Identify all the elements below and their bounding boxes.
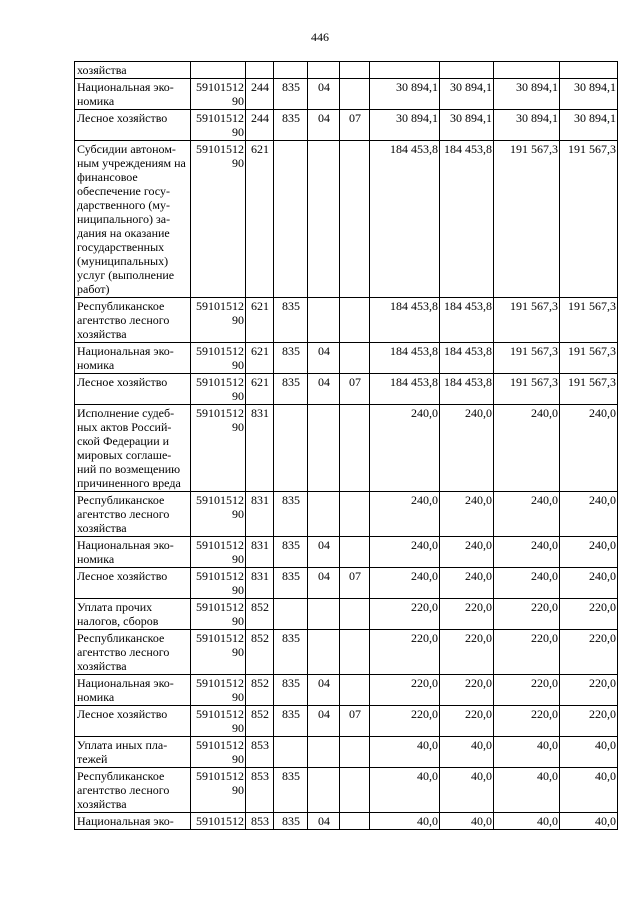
amount-2-cell: 184 453,8 bbox=[440, 374, 494, 405]
expense-type-cell: 621 bbox=[246, 141, 274, 298]
page-number: 446 bbox=[311, 30, 329, 44]
target-article-cell: 5910151290 bbox=[191, 298, 246, 343]
expense-type-cell: 831 bbox=[246, 492, 274, 537]
row-name-cell: Субсидии автоном-ным учреждениям на финансовое обеспечение госу-дарственного (му-ниципального) за-дания на оказание государственных (муниципальных) услуг (выполнение работ) bbox=[75, 141, 191, 298]
amount-2-cell: 184 453,8 bbox=[440, 141, 494, 298]
admin-code-cell: 835 bbox=[274, 374, 308, 405]
subsection-cell: 07 bbox=[340, 568, 370, 599]
target-article-cell: 5910151290 bbox=[191, 537, 246, 568]
subsection-cell bbox=[340, 813, 370, 830]
amount-4-cell: 40,0 bbox=[560, 737, 618, 768]
expense-type-cell: 852 bbox=[246, 630, 274, 675]
row-name-cell: Уплата иных пла-тежей bbox=[75, 737, 191, 768]
amount-3-cell: 220,0 bbox=[494, 706, 560, 737]
admin-code-cell bbox=[274, 62, 308, 79]
admin-code-cell: 835 bbox=[274, 706, 308, 737]
amount-1-cell: 184 453,8 bbox=[370, 343, 440, 374]
subsection-cell bbox=[340, 79, 370, 110]
expense-type-cell: 852 bbox=[246, 599, 274, 630]
amount-3-cell: 40,0 bbox=[494, 813, 560, 830]
table-row bbox=[75, 492, 618, 537]
amount-3-cell: 191 567,3 bbox=[494, 343, 560, 374]
row-name-cell: Лесное хозяйство bbox=[75, 374, 191, 405]
admin-code-cell bbox=[274, 405, 308, 492]
amount-1-cell: 184 453,8 bbox=[370, 141, 440, 298]
section-cell bbox=[308, 62, 340, 79]
amount-4-cell: 191 567,3 bbox=[560, 298, 618, 343]
expense-type-cell: 621 bbox=[246, 374, 274, 405]
amount-1-cell bbox=[370, 62, 440, 79]
table-row bbox=[75, 298, 618, 343]
expense-type-cell: 831 bbox=[246, 537, 274, 568]
amount-1-cell: 220,0 bbox=[370, 675, 440, 706]
target-article-cell: 5910151290 bbox=[191, 141, 246, 298]
amount-2-cell: 30 894,1 bbox=[440, 79, 494, 110]
section-cell bbox=[308, 141, 340, 298]
table-row bbox=[75, 343, 618, 374]
row-name-cell: Лесное хозяйство bbox=[75, 110, 191, 141]
subsection-cell bbox=[340, 737, 370, 768]
amount-4-cell: 220,0 bbox=[560, 630, 618, 675]
amount-2-cell: 184 453,8 bbox=[440, 298, 494, 343]
amount-1-cell: 240,0 bbox=[370, 405, 440, 492]
budget-table bbox=[74, 61, 618, 830]
amount-3-cell: 191 567,3 bbox=[494, 141, 560, 298]
section-cell: 04 bbox=[308, 813, 340, 830]
target-article-cell: 5910151290 bbox=[191, 374, 246, 405]
expense-type-cell: 853 bbox=[246, 813, 274, 830]
subsection-cell bbox=[340, 298, 370, 343]
table-row bbox=[75, 537, 618, 568]
row-name-cell: Национальная эко-номика bbox=[75, 537, 191, 568]
row-name-cell: Национальная эко- bbox=[75, 813, 191, 830]
row-name-cell: хозяйства bbox=[75, 62, 191, 79]
expense-type-cell bbox=[246, 62, 274, 79]
section-cell bbox=[308, 737, 340, 768]
amount-1-cell: 184 453,8 bbox=[370, 374, 440, 405]
section-cell: 04 bbox=[308, 110, 340, 141]
expense-type-cell: 621 bbox=[246, 298, 274, 343]
row-name-cell: Национальная эко-номика bbox=[75, 675, 191, 706]
amount-2-cell: 240,0 bbox=[440, 568, 494, 599]
target-article-cell: 5910151290 bbox=[191, 768, 246, 813]
row-name-cell: Республиканское агентство лесного хозяйства bbox=[75, 630, 191, 675]
amount-1-cell: 184 453,8 bbox=[370, 298, 440, 343]
amount-4-cell: 240,0 bbox=[560, 492, 618, 537]
table-row bbox=[75, 405, 618, 492]
admin-code-cell: 835 bbox=[274, 110, 308, 141]
subsection-cell: 07 bbox=[340, 706, 370, 737]
subsection-cell bbox=[340, 675, 370, 706]
target-article-cell: 5910151290 bbox=[191, 110, 246, 141]
amount-3-cell: 30 894,1 bbox=[494, 110, 560, 141]
section-cell bbox=[308, 630, 340, 675]
subsection-cell: 07 bbox=[340, 374, 370, 405]
amount-2-cell: 220,0 bbox=[440, 706, 494, 737]
admin-code-cell: 835 bbox=[274, 298, 308, 343]
subsection-cell bbox=[340, 141, 370, 298]
expense-type-cell: 244 bbox=[246, 110, 274, 141]
target-article-cell: 5910151290 bbox=[191, 737, 246, 768]
amount-4-cell: 191 567,3 bbox=[560, 374, 618, 405]
row-name-cell: Национальная эко-номика bbox=[75, 79, 191, 110]
amount-4-cell: 40,0 bbox=[560, 768, 618, 813]
amount-3-cell: 191 567,3 bbox=[494, 374, 560, 405]
subsection-cell bbox=[340, 343, 370, 374]
amount-1-cell: 40,0 bbox=[370, 737, 440, 768]
amount-3-cell bbox=[494, 62, 560, 79]
amount-3-cell: 240,0 bbox=[494, 405, 560, 492]
subsection-cell bbox=[340, 599, 370, 630]
subsection-cell: 07 bbox=[340, 110, 370, 141]
target-article-cell: 5910151290 bbox=[191, 343, 246, 374]
expense-type-cell: 831 bbox=[246, 405, 274, 492]
table-row bbox=[75, 110, 618, 141]
expense-type-cell: 831 bbox=[246, 568, 274, 599]
target-article-cell: 5910151290 bbox=[191, 706, 246, 737]
amount-1-cell: 30 894,1 bbox=[370, 79, 440, 110]
row-name-cell: Лесное хозяйство bbox=[75, 706, 191, 737]
amount-2-cell: 240,0 bbox=[440, 537, 494, 568]
amount-4-cell: 220,0 bbox=[560, 599, 618, 630]
amount-3-cell: 40,0 bbox=[494, 737, 560, 768]
section-cell bbox=[308, 405, 340, 492]
amount-4-cell: 220,0 bbox=[560, 675, 618, 706]
amount-4-cell: 220,0 bbox=[560, 706, 618, 737]
admin-code-cell: 835 bbox=[274, 675, 308, 706]
target-article-cell: 5910151290 bbox=[191, 405, 246, 492]
table-row bbox=[75, 79, 618, 110]
admin-code-cell: 835 bbox=[274, 343, 308, 374]
row-name-cell: Лесное хозяйство bbox=[75, 568, 191, 599]
subsection-cell bbox=[340, 768, 370, 813]
table-row bbox=[75, 62, 618, 79]
amount-3-cell: 240,0 bbox=[494, 537, 560, 568]
amount-1-cell: 220,0 bbox=[370, 630, 440, 675]
admin-code-cell: 835 bbox=[274, 492, 308, 537]
amount-2-cell: 220,0 bbox=[440, 599, 494, 630]
amount-2-cell: 240,0 bbox=[440, 492, 494, 537]
amount-1-cell: 30 894,1 bbox=[370, 110, 440, 141]
target-article-cell: 5910151290 bbox=[191, 599, 246, 630]
section-cell bbox=[308, 298, 340, 343]
table-body bbox=[75, 62, 618, 830]
row-name-cell: Республиканское агентство лесного хозяйства bbox=[75, 768, 191, 813]
subsection-cell bbox=[340, 630, 370, 675]
section-cell: 04 bbox=[308, 568, 340, 599]
admin-code-cell: 835 bbox=[274, 768, 308, 813]
admin-code-cell: 835 bbox=[274, 537, 308, 568]
table-row bbox=[75, 568, 618, 599]
section-cell: 04 bbox=[308, 79, 340, 110]
table-row bbox=[75, 374, 618, 405]
expense-type-cell: 244 bbox=[246, 79, 274, 110]
admin-code-cell bbox=[274, 141, 308, 298]
table-row bbox=[75, 141, 618, 298]
amount-4-cell bbox=[560, 62, 618, 79]
amount-1-cell: 220,0 bbox=[370, 706, 440, 737]
row-name-cell: Национальная эко-номика bbox=[75, 343, 191, 374]
amount-4-cell: 30 894,1 bbox=[560, 110, 618, 141]
amount-4-cell: 191 567,3 bbox=[560, 343, 618, 374]
target-article-cell: 59101512 bbox=[191, 813, 246, 830]
table-row bbox=[75, 813, 618, 830]
section-cell bbox=[308, 599, 340, 630]
table-row bbox=[75, 675, 618, 706]
table-row bbox=[75, 599, 618, 630]
amount-2-cell: 220,0 bbox=[440, 675, 494, 706]
amount-3-cell: 220,0 bbox=[494, 599, 560, 630]
admin-code-cell bbox=[274, 737, 308, 768]
section-cell bbox=[308, 492, 340, 537]
amount-4-cell: 240,0 bbox=[560, 568, 618, 599]
amount-2-cell: 30 894,1 bbox=[440, 110, 494, 141]
amount-2-cell: 220,0 bbox=[440, 630, 494, 675]
admin-code-cell bbox=[274, 599, 308, 630]
admin-code-cell: 835 bbox=[274, 630, 308, 675]
expense-type-cell: 853 bbox=[246, 737, 274, 768]
row-name-cell: Исполнение судеб-ных актов Россий-ской Федерации и мировых соглаше-ний по возмещению причиненного вреда bbox=[75, 405, 191, 492]
amount-1-cell: 240,0 bbox=[370, 537, 440, 568]
subsection-cell bbox=[340, 405, 370, 492]
admin-code-cell: 835 bbox=[274, 568, 308, 599]
amount-4-cell: 240,0 bbox=[560, 405, 618, 492]
amount-4-cell: 191 567,3 bbox=[560, 141, 618, 298]
table-row bbox=[75, 706, 618, 737]
amount-1-cell: 240,0 bbox=[370, 492, 440, 537]
target-article-cell: 5910151290 bbox=[191, 675, 246, 706]
expense-type-cell: 852 bbox=[246, 706, 274, 737]
row-name-cell: Республиканское агентство лесного хозяйства bbox=[75, 492, 191, 537]
amount-3-cell: 240,0 bbox=[494, 568, 560, 599]
amount-1-cell: 40,0 bbox=[370, 768, 440, 813]
section-cell: 04 bbox=[308, 706, 340, 737]
target-article-cell: 5910151290 bbox=[191, 568, 246, 599]
amount-1-cell: 240,0 bbox=[370, 568, 440, 599]
amount-2-cell: 184 453,8 bbox=[440, 343, 494, 374]
row-name-cell: Уплата прочих налогов, сборов bbox=[75, 599, 191, 630]
amount-3-cell: 240,0 bbox=[494, 492, 560, 537]
section-cell: 04 bbox=[308, 374, 340, 405]
amount-3-cell: 191 567,3 bbox=[494, 298, 560, 343]
subsection-cell bbox=[340, 492, 370, 537]
amount-3-cell: 40,0 bbox=[494, 768, 560, 813]
amount-3-cell: 30 894,1 bbox=[494, 79, 560, 110]
amount-4-cell: 30 894,1 bbox=[560, 79, 618, 110]
amount-3-cell: 220,0 bbox=[494, 630, 560, 675]
amount-1-cell: 220,0 bbox=[370, 599, 440, 630]
subsection-cell bbox=[340, 62, 370, 79]
admin-code-cell: 835 bbox=[274, 79, 308, 110]
table-row bbox=[75, 630, 618, 675]
table-row bbox=[75, 737, 618, 768]
section-cell: 04 bbox=[308, 537, 340, 568]
admin-code-cell: 835 bbox=[274, 813, 308, 830]
table-row bbox=[75, 768, 618, 813]
amount-3-cell: 220,0 bbox=[494, 675, 560, 706]
section-cell: 04 bbox=[308, 343, 340, 374]
amount-4-cell: 240,0 bbox=[560, 537, 618, 568]
amount-2-cell: 40,0 bbox=[440, 737, 494, 768]
expense-type-cell: 621 bbox=[246, 343, 274, 374]
target-article-cell: 5910151290 bbox=[191, 79, 246, 110]
amount-2-cell: 40,0 bbox=[440, 768, 494, 813]
section-cell: 04 bbox=[308, 675, 340, 706]
row-name-cell: Республиканское агентство лесного хозяйства bbox=[75, 298, 191, 343]
section-cell bbox=[308, 768, 340, 813]
expense-type-cell: 852 bbox=[246, 675, 274, 706]
expense-type-cell: 853 bbox=[246, 768, 274, 813]
target-article-cell: 5910151290 bbox=[191, 630, 246, 675]
amount-2-cell: 240,0 bbox=[440, 405, 494, 492]
amount-1-cell: 40,0 bbox=[370, 813, 440, 830]
amount-2-cell: 40,0 bbox=[440, 813, 494, 830]
target-article-cell bbox=[191, 62, 246, 79]
amount-2-cell bbox=[440, 62, 494, 79]
target-article-cell: 5910151290 bbox=[191, 492, 246, 537]
amount-4-cell: 40,0 bbox=[560, 813, 618, 830]
subsection-cell bbox=[340, 537, 370, 568]
